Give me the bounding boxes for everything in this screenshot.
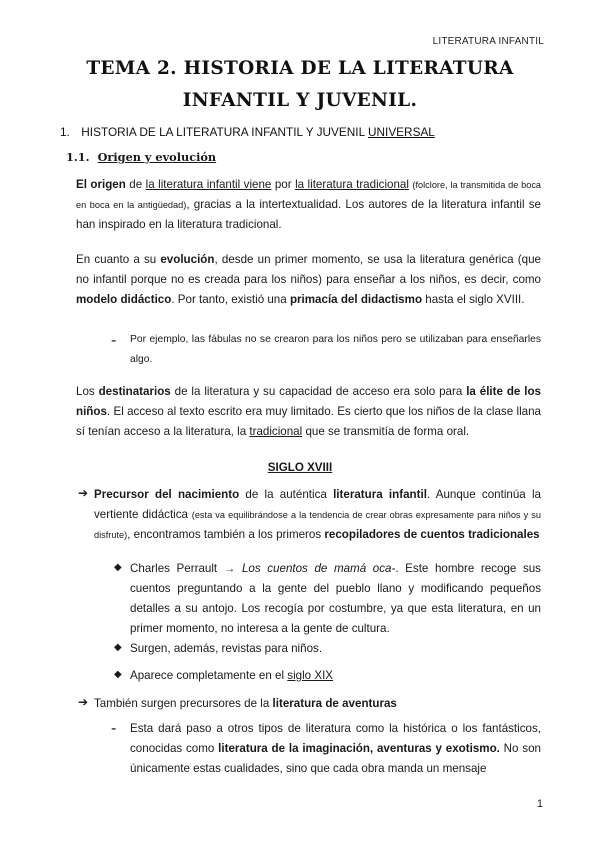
- diamond-item-perrault: Charles Perrault → Los cuentos de mamá oca-. Este hombre recoge sus cuentos preguntando a la gente del pueblo llano y modificando pequeños detalles a su antojo. Los recogía por costumbre, ya que esta literatura, en un primer momento, no interesa a la gente de cultura.: [130, 562, 541, 635]
- arrow-item-adventure: También surgen precursores de la literatura de aventuras: [94, 697, 397, 710]
- paragraph-origin: El origen de la literatura infantil viene por la literatura tradicional (folclore, la transmitida de boca en boca en la antigüedad), gracias a la intertextualidad. Los autores de la literatura infantil se han inspirado en la literatura tradicional.: [76, 178, 542, 231]
- bold-term: la élite de los niños: [76, 385, 541, 418]
- paragraph-recipients: Los destinatarios de la literatura y su capacidad de acceso era solo para la élite de los niños. El acceso al texto escrito era muy limitado. Es cierto que los niños de la clase llana sí tenían acceso a la literatura, la tradicional que se transmitía de forma oral.: [76, 385, 541, 438]
- arrow-bullet: ➔: [78, 486, 89, 500]
- small-note: (esta va equilibrándose a la tendencia de crear obras expresamente para niños y su disfrute): [94, 510, 542, 540]
- subsection-heading-1-1: [66, 150, 216, 164]
- diamond-item-magazines: Surgen, además, revistas para niños.: [130, 642, 323, 655]
- bold-term: El origen: [76, 178, 126, 191]
- bold-term: literatura infantil: [333, 488, 427, 501]
- diamond-bullet: ◆: [114, 669, 122, 680]
- bold-term: Precursor del nacimiento: [94, 488, 240, 501]
- small-note: (folclore, la transmitida de boca en boca en la antigüedad): [76, 180, 542, 210]
- diamond-bullet: ◆: [114, 642, 122, 653]
- underlined-phrase: la literatura tradicional: [295, 178, 409, 191]
- section-number: 1.: [60, 125, 70, 139]
- underlined-phrase: la literatura infantil viene: [145, 178, 272, 191]
- dash-bullet: -: [111, 332, 117, 349]
- bold-term: modelo didáctico: [76, 293, 172, 306]
- page-number: 1: [536, 798, 543, 810]
- dash-item-example: Por ejemplo, las fábulas no se crearon para los niños pero se utilizaban para enseñarles algo.: [130, 334, 541, 365]
- underlined-phrase: tradicional: [249, 425, 303, 438]
- running-header: LITERATURA INFANTIL: [432, 36, 544, 47]
- diamond-bullet: ◆: [114, 562, 122, 573]
- subsection-title: Origen y evolución: [97, 150, 217, 164]
- arrow-bullet: ➔: [78, 695, 89, 709]
- bold-term: recopiladores de cuentos tradicionales: [324, 528, 540, 541]
- diamond-item-nineteenth-century: Aparece completamente en el siglo XIX: [130, 669, 334, 682]
- century-heading: SIGLO XVIII: [267, 461, 333, 474]
- section-title: HISTORIA DE LA LITERATURA INFANTIL Y JUVENIL: [81, 125, 365, 139]
- paragraph-evolution: En cuanto a su evolución, desde un primer momento, se usa la literatura genérica (que no infantil porque no es creada para los niños) para enseñar a los niños, es decir, como modelo didáctico. Por tanto, existió una primacía del didactismo hasta el siglo XVIII.: [76, 253, 541, 306]
- subsection-number: 1.1.: [66, 150, 90, 164]
- bold-term: primacía del didactismo: [289, 293, 423, 306]
- section-title-underlined: UNIVERSAL: [368, 125, 435, 139]
- dash-bullet: -: [111, 720, 117, 737]
- bold-term: literatura de la imaginación, aventuras y exotismo.: [218, 742, 500, 755]
- dash-item-imagination: Esta dará paso a otros tipos de literatura como la histórica o los fantásticos, conocidas como literatura de la imaginación, aventuras y exotismo. No son únicamente estas cualidades, sino que cada obra manda un mensaje: [130, 722, 541, 775]
- bold-term: destinatarios: [98, 385, 171, 398]
- document-title-line-1: TEMA 2. HISTORIA DE LA LITERATURA: [86, 58, 514, 79]
- section-heading-1: [60, 125, 435, 139]
- arrow-item-precursor: Precursor del nacimiento de la auténtica literatura infantil. Aunque continúa la vertiente didáctica (esta va equilibrándose a la tendencia de crear obras expresamente para niños y su disfrute), encontramos también a los primeros recopiladores de cuentos tradicionales: [94, 488, 542, 541]
- underlined-phrase: siglo XIX: [287, 669, 334, 682]
- book-title: Los cuentos de mamá oca-: [241, 562, 396, 575]
- bold-term: literatura de aventuras: [272, 697, 397, 710]
- bold-term: evolución: [160, 253, 215, 266]
- document-title-line-2: INFANTIL Y JUVENIL.: [182, 90, 418, 111]
